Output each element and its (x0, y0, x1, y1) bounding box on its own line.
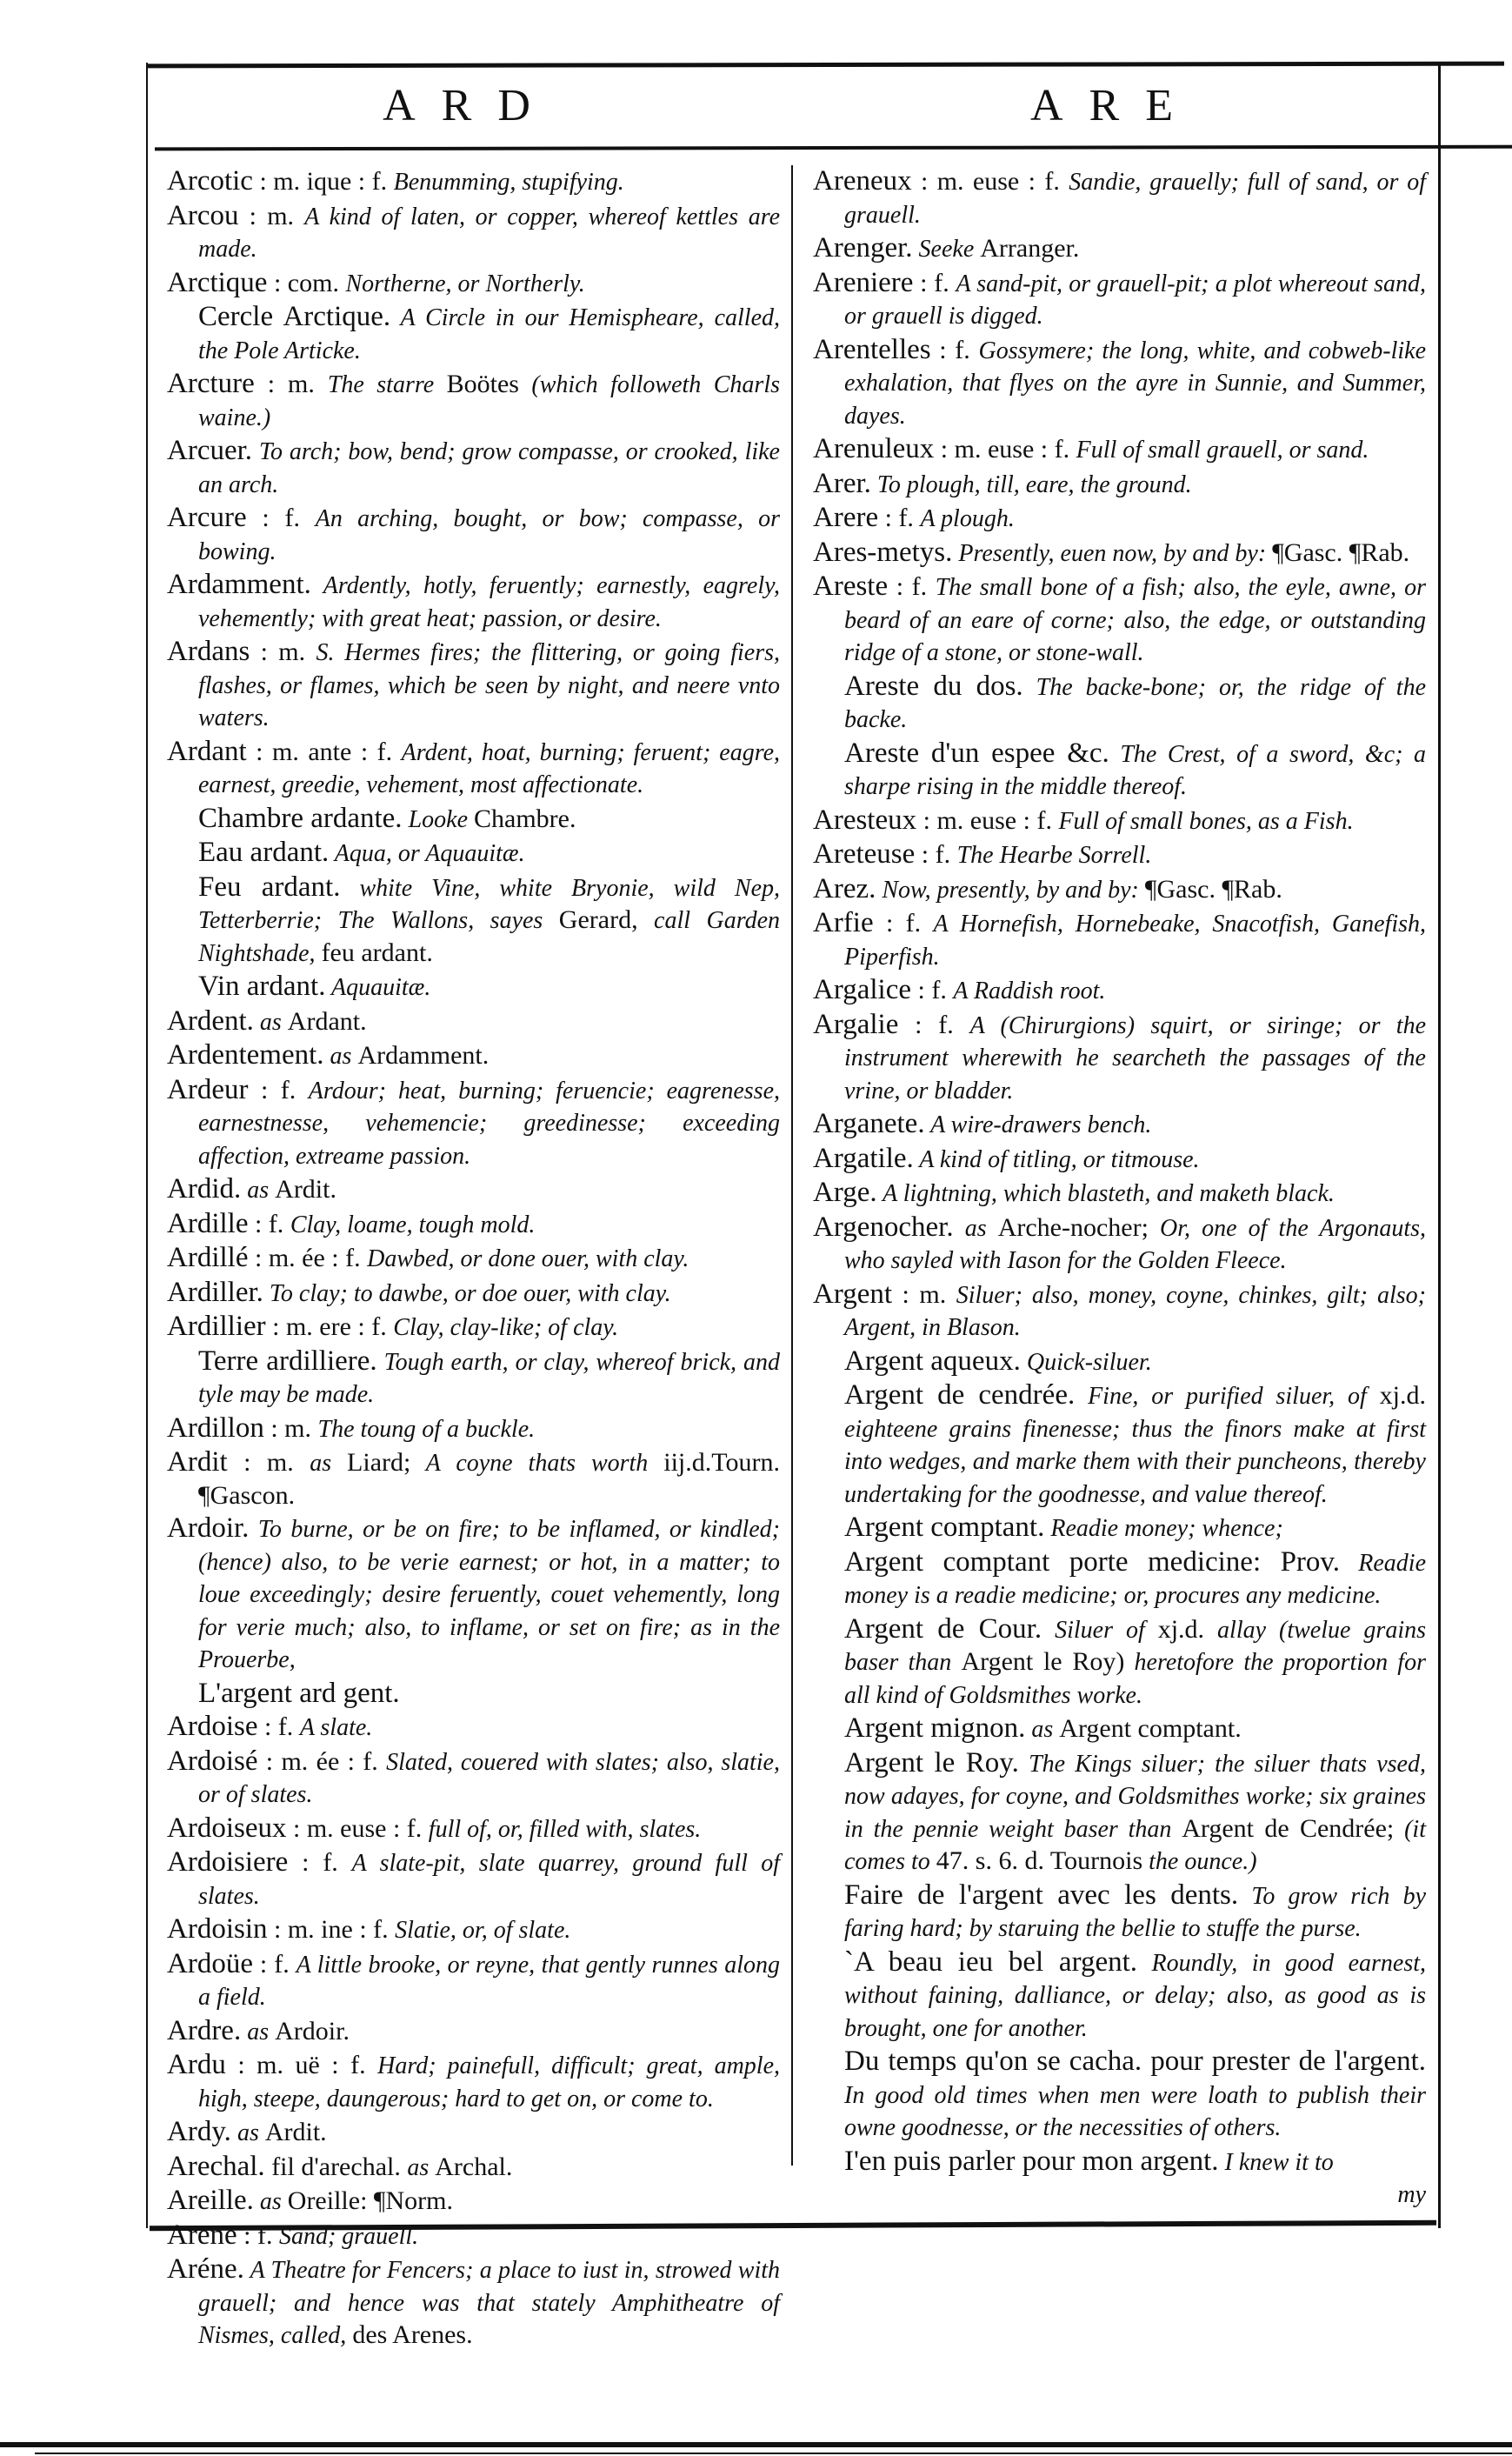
cross-reference: Archal. (435, 2152, 513, 2181)
dictionary-entry (167, 636, 780, 735)
headword: Arere (813, 502, 879, 533)
scan-edge (0, 2442, 1512, 2447)
grammar-note: : m. euse : f. (286, 1813, 429, 1843)
headword: Argent (813, 1278, 893, 1310)
grammar-note: : m. ée : f. (248, 1244, 368, 1272)
headword: L'argent ard gent. (198, 1677, 400, 1709)
dictionary-entry (167, 1512, 780, 1677)
sub-entry (167, 871, 780, 971)
headword: Argalice (813, 974, 912, 1005)
grammar-note: : m. (892, 1279, 956, 1309)
dictionary-entry (813, 1143, 1426, 1177)
cross-reference: Argent de Cendrée; (1182, 1813, 1395, 1843)
dictionary-entry (167, 1311, 780, 1345)
cross-reference: Boötes (446, 370, 519, 398)
headword: Ardillon (167, 1412, 264, 1444)
definition: allay (twelue grains baser than (844, 1616, 1426, 1676)
grammar-note: : f. (898, 1010, 970, 1039)
dictionary-entry (813, 1278, 1426, 1345)
dictionary-entry (167, 2015, 780, 2049)
headword: Ardillier (167, 1311, 266, 1342)
cross-reference: Ardoir. (275, 2016, 350, 2046)
definition: The starre (327, 371, 447, 398)
cross-reference: des Arenes. (352, 2320, 473, 2349)
sub-entry (813, 1512, 1426, 1545)
grammar-note: : f. (913, 268, 956, 297)
headword: Argatile. (813, 1142, 914, 1174)
headword: Feu ardant. (198, 871, 341, 903)
definition: call Garden Nightshade, (198, 907, 781, 967)
definition: In good old times when men were loath to publish their owne goodnesse, or the necessities of others. (844, 2081, 1426, 2141)
running-head-right: ARE (1030, 81, 1199, 130)
headword: Vin ardant. (198, 971, 326, 1002)
headword: I'en puis parler pour mon argent. (844, 2145, 1219, 2177)
definition: (which followeth Charls waine.) (198, 371, 780, 431)
headword: `A beau ieu bel argent. (844, 1945, 1138, 1978)
dictionary-entry (813, 873, 1426, 907)
dictionary-entry (167, 2185, 780, 2219)
dictionary-entry (813, 974, 1426, 1008)
headword: Eau ardant. (198, 837, 330, 868)
dictionary-entry (167, 1412, 780, 1446)
definition: To clay; to dawbe, or doe ouer, with clay. (263, 1279, 671, 1307)
headword: Ardu (167, 2049, 226, 2080)
dictionary-entry (813, 804, 1426, 838)
headword: Areille. (167, 2185, 254, 2216)
headword: Argent comptant. (844, 1512, 1045, 1543)
headword: Arctique (167, 266, 268, 298)
grammar-note: : m. ere : f. (265, 1312, 394, 1341)
headword: Ardentement. (167, 1039, 324, 1071)
dictionary-entry (813, 537, 1426, 571)
definition: The toung of a buckle. (317, 1415, 536, 1443)
cross-reference: xj.d. (1157, 1614, 1205, 1644)
headword: Argalie (813, 1008, 899, 1040)
grammar-note: : f. (246, 504, 316, 532)
headword: Ardy. (167, 2116, 231, 2147)
definition: An arching, bought, or bow; compasse, or bowing. (198, 505, 781, 565)
definition: To grow rich by faring hard; by staruing the bellie to stuffe the purse. (844, 1882, 1426, 1942)
dictionary-entry (167, 267, 780, 301)
cross-reference: Argent comptant. (1059, 1714, 1242, 1743)
sub-entry (813, 1747, 1426, 1879)
headword: Ardoise (167, 1711, 258, 1742)
headword: Argenocher. (813, 1211, 954, 1243)
cross-reference: Oreille: ¶Norm. (287, 2186, 453, 2215)
dictionary-entry (813, 838, 1426, 872)
headword: Du temps qu'on se cacha. pour prester de l'argent. (844, 2046, 1426, 2077)
cross-reference: ¶Gasc. ¶Rab. (1144, 874, 1282, 904)
headword: Areneux (813, 165, 912, 197)
grammar-note: : com. (267, 268, 346, 297)
sub-entry (813, 1379, 1426, 1511)
headword: Ardid. (167, 1173, 242, 1205)
cross-reference: 47. s. 6. d. Tournois (936, 1846, 1143, 1875)
definition: The small bone of a fish; also, the eyle, awne, or beard of an eare of corne; also, the edge, or outstanding ridge of a stone, or stone-wall. (844, 574, 1427, 666)
definition: A kind of titling, or titmouse. (913, 1145, 1200, 1173)
cross-reference: xj.d. (1379, 1381, 1426, 1410)
definition: A kind of laten, or copper, whereof kettles are made. (198, 203, 780, 263)
headword: Areste (813, 571, 889, 602)
grammar-note: : f. (888, 572, 936, 601)
definition: Hard; painefull, difficult; great, ample, high, steepe, daungerous; hard to get on, or come to. (198, 2052, 781, 2112)
definition: as (253, 2188, 288, 2215)
headword: Argent de Cour. (844, 1612, 1042, 1645)
dictionary-entry (167, 1173, 780, 1207)
dictionary-entry (813, 907, 1426, 973)
headword: Ardoiseux (167, 1812, 287, 1844)
dictionary-entry (167, 200, 780, 266)
definition: full of, or, filled with, slates. (428, 1815, 702, 1843)
headword: Chambre ardante. (198, 802, 403, 834)
dictionary-entry (813, 1177, 1426, 1211)
sub-entry (167, 1678, 780, 1711)
definition: Northerne, or Northerly. (345, 270, 585, 297)
dictionary-entry (167, 1242, 780, 1276)
definition: Clay, clay-like; of clay. (393, 1314, 619, 1341)
cross-reference: feu ardant. (321, 938, 433, 967)
definition: as (253, 1008, 288, 1036)
headword: Arganete. (813, 1108, 925, 1139)
dictionary-entry (813, 1108, 1426, 1142)
definition: Ardent, hoat, burning; feruent; eagre, earnest, greedie, vehement, most affectionate. (198, 738, 781, 798)
sub-entry (167, 1345, 780, 1412)
headword: Arcou (167, 199, 239, 231)
dictionary-entry (813, 165, 1426, 231)
grammar-note: : m. ante : f. (246, 737, 402, 766)
dictionary-entry (167, 1913, 780, 1947)
headword: Ardamment. (167, 569, 311, 600)
definition: Sand; grauell. (278, 2222, 419, 2250)
dictionary-entry (167, 2116, 780, 2150)
dictionary-entry (813, 334, 1426, 433)
grammar-note: : f. (911, 976, 954, 1004)
sub-entry (813, 2146, 1426, 2179)
headword: Ardoisin (167, 1913, 268, 1945)
definition: Tough earth, or clay, whereof brick, and tyle may be made. (198, 1348, 780, 1408)
dictionary-entry (813, 433, 1426, 467)
definition: Siluer of (1042, 1616, 1158, 1644)
dictionary-entry (167, 1846, 780, 1912)
headword: Arcture (167, 368, 255, 399)
definition: Full of small bones, as a Fish. (1058, 807, 1354, 835)
dictionary-entry (813, 571, 1426, 670)
grammar-note: : f. (257, 1712, 300, 1741)
definition: Ardently, hotly, feruently; earnestly, eagrely, vehemently; with great heat; passion, or desire. (198, 572, 780, 632)
definition: Slatie, or, of slate. (395, 1917, 571, 1944)
definition: as (310, 1450, 348, 1477)
sub-entry (167, 837, 780, 871)
definition: Seeke (912, 236, 981, 263)
dictionary-entry (167, 2151, 780, 2185)
grammar-note: : f. (236, 2220, 279, 2250)
definition: Or, one of the Argonauts, who sayled with Iason for the Golden Fleece. (844, 1214, 1426, 1274)
grammar-note: : f. (248, 1209, 290, 1238)
sub-entry (167, 301, 780, 367)
dictionary-entry (167, 1812, 780, 1846)
definition: A Circle in our Hemispheare, called, the Pole Articke. (198, 304, 780, 364)
left-column (167, 165, 780, 2353)
cross-reference: iij.d.Tourn. ¶Gascon. (198, 1448, 780, 1510)
definition: Aqua, or Aquauitæ. (329, 840, 525, 867)
scan-edge-line (35, 2453, 1512, 2454)
headword: Ardre. (167, 2014, 242, 2046)
grammar-note: : f. (252, 1949, 296, 1979)
definition: Ardour; heat, burning; feruencie; eagrenesse, earnestnesse, vehemencie; greedinesse; exceeding affection, extreame passion. (198, 1077, 780, 1170)
dictionary-entry (167, 1039, 780, 1073)
grammar-note: : m. (250, 637, 316, 666)
definition: To plough, till, eare, the ground. (870, 471, 1192, 498)
dictionary-entry (167, 435, 780, 501)
definition: A slate-pit, slate quarrey, ground full of slates. (198, 1850, 780, 1910)
headword: Arer. (813, 467, 871, 499)
definition: A sand-pit, or grauell-pit; a plot whereout sand, or grauell is digged. (844, 270, 1426, 330)
definition: A wire-drawers bench. (924, 1111, 1152, 1138)
sub-entry (813, 1879, 1426, 1945)
headword: Ardeur (167, 1073, 249, 1105)
definition: heretofore the proportion for all kind of Goldsmithes worke. (844, 1649, 1426, 1709)
headword: Arfie (813, 907, 874, 938)
headword: Argent mignon. (844, 1712, 1026, 1744)
definition: as (241, 1177, 276, 1204)
headword: Ardille (167, 1207, 249, 1239)
right-column (813, 165, 1426, 2212)
headword: Argent le Roy. (844, 1746, 1019, 1779)
headword: Arcure (167, 502, 247, 533)
dictionary-entry (167, 368, 780, 434)
headword: Arentelles (813, 333, 931, 365)
headword: Areniere (813, 266, 914, 298)
definition: Roundly, in good earnest, without faining, dalliance, or delay; also, as good as is brought, one for another. (844, 1949, 1426, 2042)
grammar-note: : m. (263, 1413, 318, 1443)
sub-entry (813, 1613, 1426, 1712)
dictionary-entry (167, 1005, 780, 1039)
cross-reference: ¶Gasc. ¶Rab. (1272, 537, 1410, 567)
definition: A slate. (299, 1714, 373, 1741)
dictionary-entry (167, 1074, 780, 1173)
headword: Ardiller. (167, 1276, 263, 1308)
definition: To burne, or be on fire; to be inflamed, or kindled; (hence) also, to be verie earnest; or hot, in a matter; to loue exceedingly; desire feruently, couet vehemently, long for verie much; also, to inflame, or set on fire; as in the Prouerbe, (198, 1516, 780, 1673)
definition: A plough. (920, 505, 1015, 532)
grammar-note: : m. (227, 1448, 310, 1477)
sub-entry (813, 1946, 1426, 2046)
definition: Slated, couered with slates; also, slatie, or of slates. (198, 1748, 780, 1808)
grammar-note: : m. euse : f. (934, 435, 1076, 464)
definition: Fine, or purified siluer, of (1075, 1383, 1380, 1410)
definition: I knew it to (1218, 2148, 1334, 2176)
cross-reference: Arche-nocher; (997, 1212, 1149, 1242)
grammar-note: : f. (915, 840, 957, 869)
headword: Areste d'un espee &c. (844, 737, 1109, 769)
grammar-note: : m. (254, 370, 328, 398)
definition: as (1025, 1716, 1060, 1743)
grammar-note: : m. uë : f. (225, 2051, 378, 2079)
definition: The Hearbe Sorrell. (956, 842, 1152, 869)
definition: Readie money is a readie medicine; or, procures any medicine. (844, 1549, 1426, 1609)
dictionary-entry (813, 468, 1426, 502)
headword: Argent de cendrée. (844, 1379, 1076, 1411)
dictionary-entry (167, 1745, 780, 1812)
headword: Arez. (813, 872, 876, 904)
grammar-note: : f. (248, 1075, 309, 1105)
sub-entry (813, 1712, 1426, 1746)
headword: Arechal. (167, 2150, 265, 2182)
sub-entry (813, 671, 1426, 737)
dictionary-entry (813, 502, 1426, 536)
grammar-note: fil d'arechal. (264, 2152, 408, 2181)
definition: as (407, 2153, 436, 2181)
grammar-note: : f. (288, 1848, 352, 1877)
definition: as (241, 2018, 276, 2046)
definition: To arch; bow, bend; grow compasse, or crooked, like an arch. (198, 438, 780, 498)
headword: Arcotic (167, 165, 253, 197)
dictionary-entry (813, 1211, 1426, 1278)
definition: Clay, loame, tough mold. (290, 1211, 536, 1238)
headword: Argent comptant porte medicine: Prov. (844, 1545, 1341, 1578)
cross-reference: Chambre. (474, 804, 576, 833)
definition: A lightning, which blasteth, and maketh black. (876, 1180, 1335, 1207)
dictionary-entry (813, 267, 1426, 333)
definition: A Hornefish, Hornebeake, Snacotfish, Ganefish, Piperfish. (844, 911, 1426, 971)
definition: Benumming, stupifying. (393, 169, 624, 196)
headword: Ardent. (167, 1004, 254, 1037)
headword: Ardans (167, 636, 250, 667)
dictionary-entry (167, 1277, 780, 1311)
grammar-note: : m. (238, 201, 305, 230)
dictionary-entry (813, 232, 1426, 266)
cross-reference: Argent le Roy) (961, 1647, 1125, 1676)
definition: A coyne thats worth (410, 1450, 664, 1477)
headword: Arge. (813, 1177, 877, 1208)
headword: Aresteux (813, 804, 917, 836)
headword: Ardoir. (167, 1512, 250, 1544)
definition: Aquauitæ. (325, 974, 431, 1001)
headword: Areste du dos. (844, 670, 1023, 702)
definition: A Theatre for Fencers; a place to iust in, strowed with grauell; and hence was that stately Amphitheatre of Nismes, called, (198, 2257, 780, 2349)
cross-reference: Arranger. (980, 234, 1080, 263)
dictionary-entry (813, 1009, 1426, 1108)
grammar-note: : f. (930, 335, 979, 364)
definition: The backe-bone; or, the ridge of the backe. (844, 673, 1427, 733)
headword: Arenger. (813, 232, 913, 264)
definition: A (Chirurgions) squirt, or siringe; or the instrument wherewith he searcheth the passages of the vrine, or bladder. (844, 1011, 1426, 1105)
definition: A Raddish root. (953, 978, 1106, 1004)
headword: Ardoisiere (167, 1846, 289, 1878)
column-divider (791, 165, 793, 2166)
cross-reference: Liard; (347, 1448, 411, 1477)
definition: The Crest, of a sword, &c; a sharpe rising in the middle thereof. (844, 740, 1426, 800)
dictionary-entry (167, 1208, 780, 1242)
definition: Quick-siluer. (1020, 1348, 1152, 1376)
cross-reference: Ardant. (287, 1006, 367, 1036)
catchword: my (1397, 2181, 1426, 2208)
sub-entry (813, 2046, 1426, 2145)
headword: Ardoüe (167, 1947, 253, 1979)
headword: Ardillé (167, 1242, 249, 1273)
headword: Ardant (167, 735, 247, 767)
sub-entry (813, 737, 1426, 804)
grammar-note: : f. (873, 909, 934, 938)
dictionary-entry (167, 569, 780, 635)
dictionary-entry (167, 736, 780, 802)
definition: Dawbed, or done ouer, with clay. (367, 1245, 689, 1272)
definition: A little brooke, or reyne, that gently runnes along a field. (198, 1951, 780, 2011)
headword: Ardit (167, 1446, 228, 1478)
headword: Areteuse (813, 838, 916, 870)
definition: Full of small grauell, or sand. (1076, 437, 1369, 464)
definition: (it comes to (844, 1815, 1426, 1875)
definition: white Vine, white Bryonie, wild Nep, Tetterberrie; The Wallons, sayes (198, 874, 781, 934)
headword: Terre ardilliere. (198, 1345, 377, 1377)
cross-reference: Ardamment. (357, 1041, 490, 1070)
cross-reference: Gerard, (558, 905, 638, 934)
sub-entry (813, 1546, 1426, 1612)
definition: Sandie, grauelly; full of sand, or of grauell. (844, 169, 1427, 229)
cross-reference: Ardit. (264, 2118, 327, 2146)
dictionary-entry (167, 1711, 780, 1745)
definition: Gossymere; the long, white, and cobweb-like exhalation, that flyes on the ayre in Sunnie, and Summer, dayes. (844, 337, 1426, 430)
definition: Now, presently, by and by: (876, 876, 1145, 904)
grammar-note: : m. euse : f. (911, 167, 1069, 196)
running-head-left: ARD (383, 81, 556, 130)
grammar-note: : m. ée : f. (257, 1746, 387, 1776)
dictionary-entry (167, 2219, 780, 2253)
definition: Readie money; whence; (1044, 1515, 1283, 1542)
headword: Cercle Arctique. (198, 301, 391, 332)
headword: Ares-metys. (813, 536, 953, 568)
grammar-note: : m. euse : f. (916, 805, 1059, 835)
sub-entry (167, 803, 780, 837)
dictionary-entry (167, 1446, 780, 1512)
grammar-note: : f. (878, 504, 921, 532)
grammar-note: : m. ine : f. (267, 1915, 396, 1944)
headword: Arcuer. (167, 435, 253, 466)
definition: Looke (402, 805, 474, 833)
definition: The Kings siluer; the siluer thats vsed, now adayes, for coyne, and Goldsmithes worke; six graines in the pennie weight baser than (844, 1750, 1426, 1843)
dictionary-entry (167, 2049, 780, 2115)
dictionary-entry (167, 1948, 780, 2014)
dictionary-entry (167, 165, 780, 199)
grammar-note: : m. ique : f. (252, 167, 394, 196)
dictionary-entry (167, 2253, 780, 2353)
definition: S. Hermes fires; the flittering, or going fiers, flashes, or flames, which be seen by night, and neere vnto waters. (198, 639, 781, 731)
definition: as (323, 1043, 358, 1070)
headword: Faire de l'argent avec les dents. (844, 1879, 1239, 1911)
cross-reference: Ardit. (275, 1175, 336, 1204)
sub-entry (167, 971, 780, 1004)
headword: Aréne. (167, 2253, 244, 2285)
dictionary-entry (167, 502, 780, 568)
headword: Arenuleux (813, 433, 935, 464)
sub-entry (813, 1345, 1426, 1379)
definition: as (953, 1214, 998, 1242)
definition: Siluer; also, money, coyne, chinkes, gilt; also; Argent, in Blason. (844, 1281, 1426, 1341)
definition: as (230, 2119, 265, 2146)
headword: Arene (167, 2219, 237, 2251)
headword: Ardoisé (167, 1745, 258, 1777)
definition: Presently, euen now, by and by: (952, 539, 1273, 567)
definition: the ounce.) (1142, 1848, 1257, 1875)
headword: Argent aqueux. (844, 1345, 1021, 1377)
definition: eighteene grains finenesse; thus the finors make at first into wedges, and marke them with their puncheons, thereby undertaking for the goodnesse, and value thereof. (844, 1415, 1426, 1508)
